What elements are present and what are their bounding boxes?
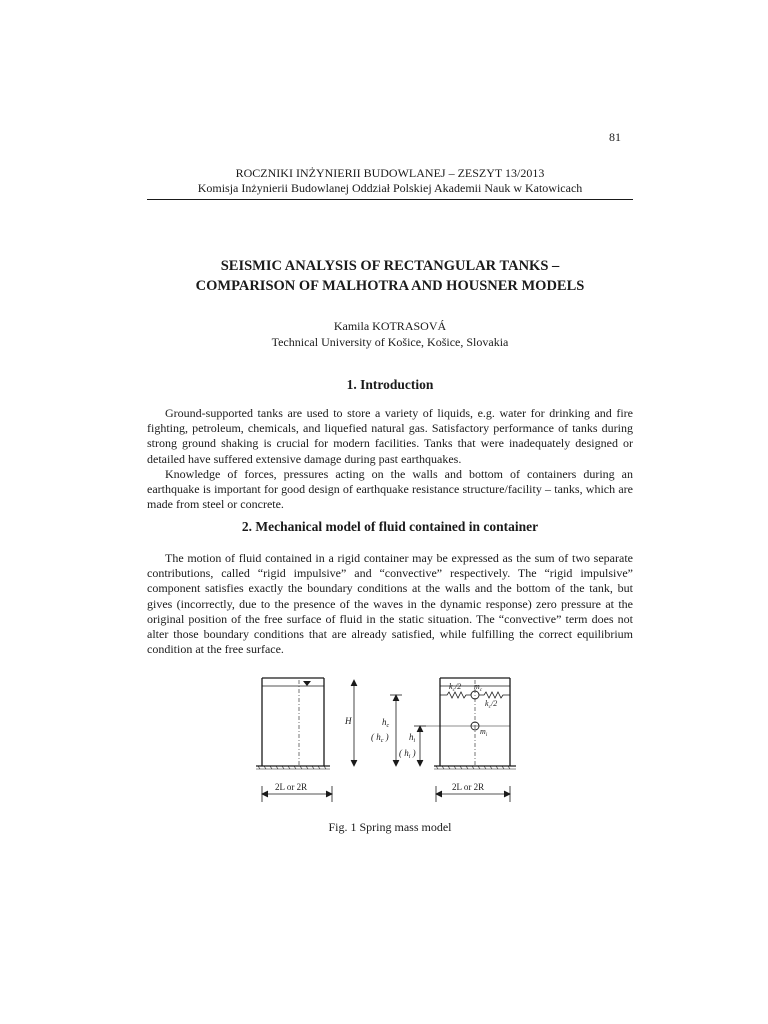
section-heading-mechanical-model: 2. Mechanical model of fluid contained in container: [241, 519, 539, 534]
paragraph: Ground-supported tanks are used to store a variety of liquids, e.g. water for drinking and fire fighting, petroleum, chemicals, and liquefied natural gas. Satisfactory performance of tanks during strong ground shaking is crucial for modern facilities. Tanks that were inadequately designed or detailed have suffered extensive damage during past earthquakes.: [147, 406, 633, 466]
impulsive-height-dimension: [414, 726, 426, 766]
right-tank: [420, 678, 516, 766]
author-name: Kamila KOTRASOVÁ: [333, 319, 447, 333]
section-mechanical-model-body: [147, 551, 633, 657]
left-width-label: 2L or 2R: [275, 782, 308, 792]
author-affiliation: Technical University of Košice, Košice, Slovakia: [271, 335, 509, 349]
author-block: [147, 318, 633, 350]
journal-publisher: Komisja Inżynierii Budowlanej Oddział Polskiej Akademii Nauk w Katowicach: [197, 181, 583, 195]
height-dimension: [351, 680, 357, 766]
paragraph: The motion of fluid contained in a rigid container may be expressed as the sum of two separate contributions, called “rigid impulsive” and “convective” respectively. The “rigid impulsive” component satisfies exactly the boundary conditions at the walls and the bottom of the tank, but gives (incorrectly, due to the presence of the waves in the dynamic response) zero pressure at the original position of the free surface of fluid in the static situation. The “convective” term does not alter those boundary conditions that are already satisfied, while fulfilling the correct equilibrium condition at the free surface.: [147, 551, 633, 657]
paper-title-line-2: COMPARISON OF MALHOTRA AND HOUSNER MODELS: [195, 278, 585, 294]
convective-mass-label: $m_c$: [474, 682, 483, 693]
journal-title: ROCZNIKI INŻYNIERII BUDOWLANEJ – ZESZYT 13/2013: [235, 166, 545, 180]
journal-header: [147, 166, 633, 196]
left-spring-label: $k_c/2$: [449, 682, 462, 693]
figure-caption: Fig. 1 Spring mass model: [328, 820, 452, 834]
right-width-label: 2L or 2R: [452, 782, 485, 792]
convective-height-alt-label: ( $h_c$ ): [371, 732, 389, 744]
spring-mass-figure: [254, 666, 524, 808]
impulsive-mass-label: $m_i$: [480, 727, 488, 738]
impulsive-height-alt-label: ( $h_i$ ): [399, 748, 416, 760]
header-rule: [147, 199, 633, 200]
convective-height-label: $h_c$: [382, 717, 390, 729]
impulsive-height-label: $h_i$: [409, 732, 416, 744]
section-heading-introduction: 1. Introduction: [346, 377, 434, 392]
water-level-icon: [303, 681, 311, 686]
right-spring-label: $k_c/2$: [485, 699, 498, 710]
section-introduction-body: [147, 406, 633, 512]
paragraph: Knowledge of forces, pressures acting on the walls and bottom of containers during an earthquake is important for good design of earthquake resistance structure/facility – tanks, which are made from steel or concrete.: [147, 466, 633, 512]
right-spring-icon: [479, 692, 510, 698]
paper-title: [147, 256, 633, 296]
height-label: H: [345, 716, 352, 726]
paper-title-line-1: SEISMIC ANALYSIS OF RECTANGULAR TANKS –: [220, 258, 560, 274]
page-number: 81: [609, 130, 621, 144]
left-tank: [256, 678, 330, 766]
left-spring-icon: [440, 692, 471, 698]
